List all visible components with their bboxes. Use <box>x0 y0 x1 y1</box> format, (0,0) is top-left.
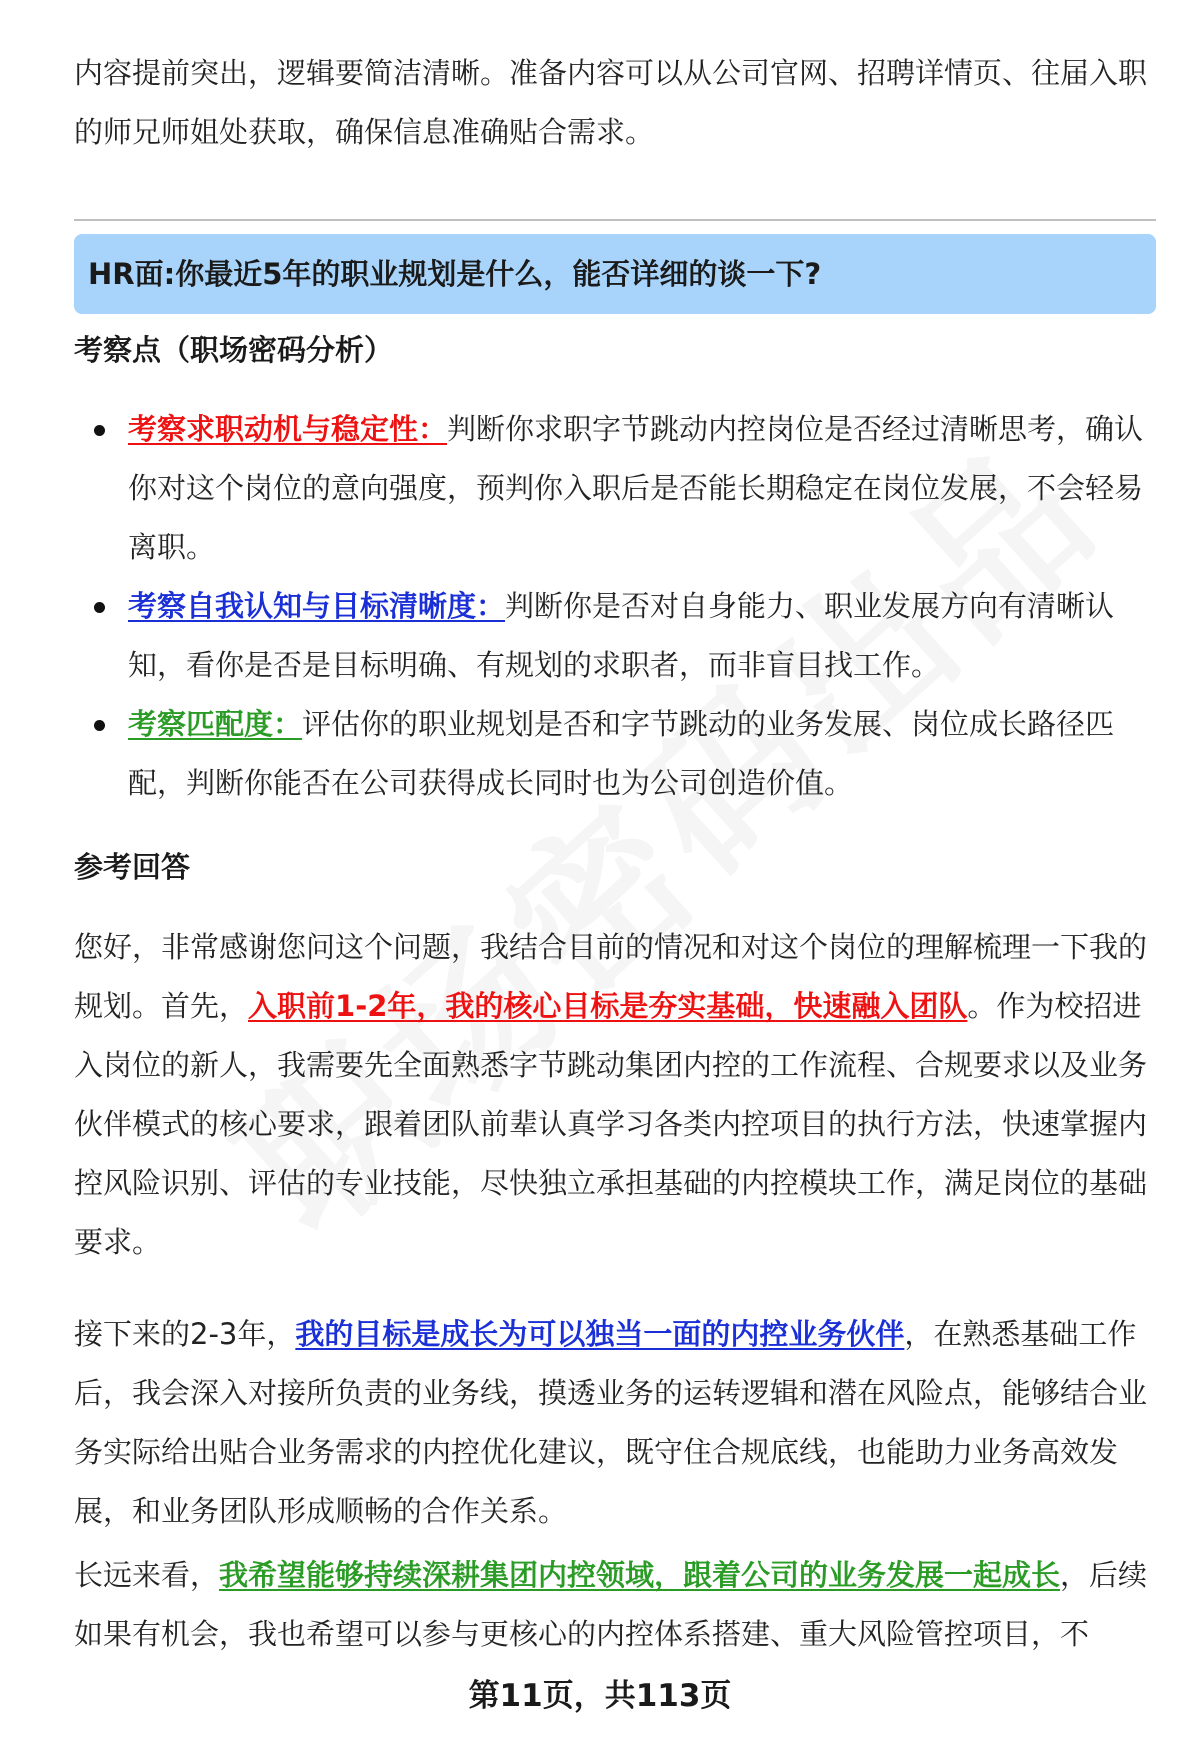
answer-text: 接下来的2-3年， <box>74 1317 296 1351</box>
analysis-item-label: 考察自我认知与目标清晰度： <box>128 589 506 623</box>
bullet-icon <box>94 720 105 731</box>
bullet-icon <box>94 425 105 436</box>
analysis-item-text: 评估你的职业规划是否和字节跳动的业务发展、岗位成长路径匹配，判断你能否在公司获得成长同时也为公司创造价值。 <box>128 707 1115 800</box>
divider <box>74 219 1156 221</box>
analysis-heading: 考察点（职场密码分析） <box>74 333 394 367</box>
answer-text: 。作为校招进入岗位的新人，我需要先全面熟悉字节跳动集团内控的工作流程、合规要求以及业务伙伴模式的核心要求，跟着团队前辈认真学习各类内控项目的执行方法，快速掌握内控风险识别、评估的专业技能，尽快独立承担基础的内控模块工作，满足岗位的基础要求。 <box>74 989 1148 1259</box>
answer-paragraph-1 <box>74 918 1156 1272</box>
analysis-item-label: 考察求职动机与稳定性： <box>128 412 448 446</box>
analysis-item <box>74 400 1156 577</box>
answer-paragraph-3 <box>74 1546 1156 1664</box>
question-box <box>74 234 1156 314</box>
analysis-list <box>74 400 1156 813</box>
answer-heading: 参考回答 <box>74 850 191 884</box>
answer-text: 您好，非常感谢您问这个问题，我结合目前的情况和对这个岗位的理解梳理一下我的规划。首先， <box>74 930 1148 1023</box>
answer-highlight: 我希望能够持续深耕集团内控领域，跟着公司的业务发展一起成长 <box>219 1558 1061 1592</box>
analysis-item-label: 考察匹配度： <box>128 707 303 741</box>
analysis-item-text: 判断你是否对自身能力、职业发展方向有清晰认知，看你是否是目标明确、有规划的求职者，而非盲目找工作。 <box>128 589 1115 682</box>
intro-paragraph: 内容提前突出，逻辑要简洁清晰。准备内容可以从公司官网、招聘详情页、往届入职的师兄师姐处获取，确保信息准确贴合需求。 <box>74 56 1148 149</box>
question-title: HR面:你最近5年的职业规划是什么，能否详细的谈一下? <box>88 257 822 291</box>
page-number: 第11页，共113页 <box>468 1678 732 1714</box>
answer-highlight: 我的目标是成长为可以独当一面的内控业务伙伴 <box>295 1317 905 1351</box>
analysis-item <box>74 577 1156 695</box>
answer-text: ，在熟悉基础工作后，我会深入对接所负责的业务线，摸透业务的运转逻辑和潜在风险点，能够结合业务实际给出贴合业务需求的内控优化建议，既守住合规底线，也能助力业务高效发展，和业务团队形成顺畅的合作关系。 <box>74 1317 1148 1528</box>
answer-text: ，后续如果有机会，我也希望可以参与更核心的内控体系搭建、重大风险管控项目，不 <box>74 1558 1148 1651</box>
analysis-item <box>74 695 1156 813</box>
answer-text: 长远来看， <box>74 1558 220 1592</box>
answer-highlight: 入职前1-2年，我的核心目标是夯实基础，快速融入团队 <box>248 989 968 1023</box>
answer-paragraph-2 <box>74 1305 1156 1541</box>
bullet-icon <box>94 602 105 613</box>
analysis-item-text: 判断你求职字节跳动内控岗位是否经过清晰思考，确认你对这个岗位的意向强度，预判你入职后是否能长期稳定在岗位发展，不会轻易离职。 <box>128 412 1144 564</box>
